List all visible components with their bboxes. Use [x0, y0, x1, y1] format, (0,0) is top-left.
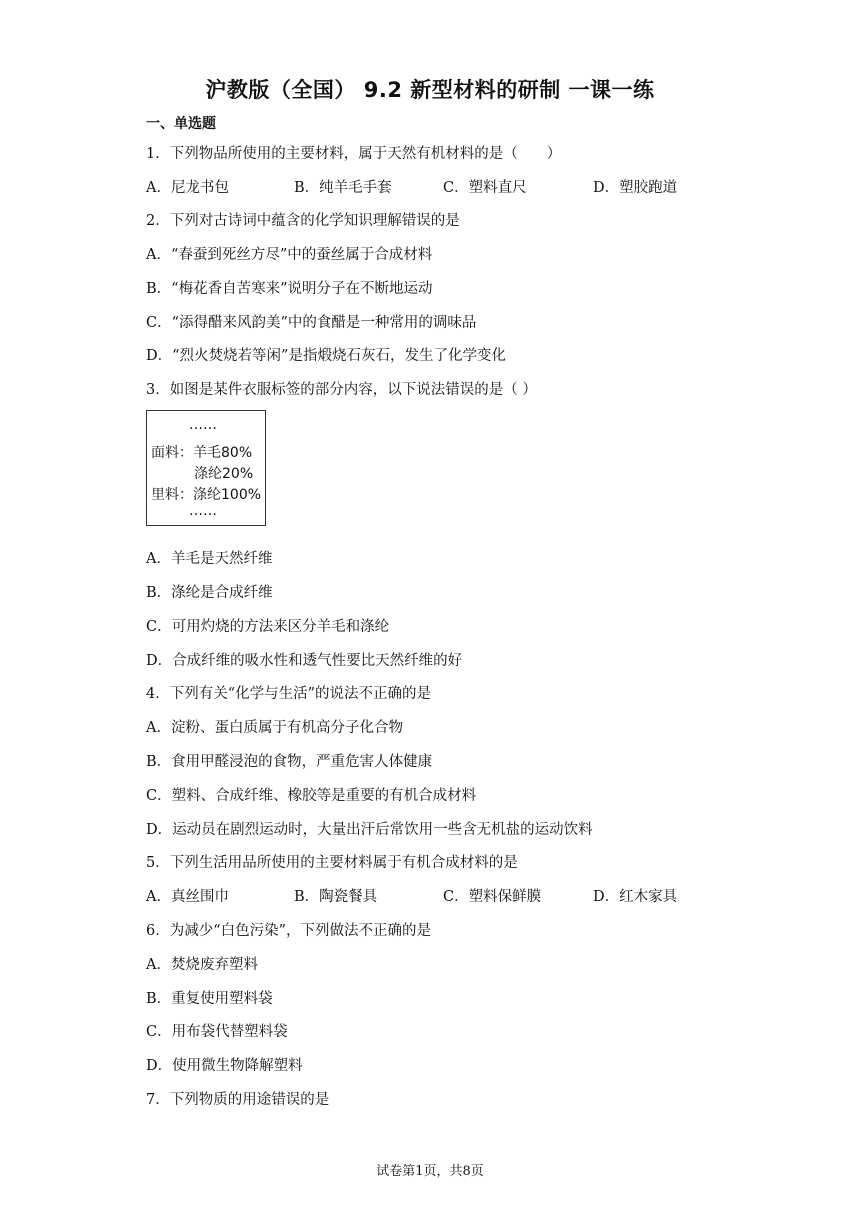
- question-6-stem: 6．为减少“白色污染”，下列做法不正确的是: [146, 923, 432, 939]
- label-dots-top: ……: [189, 417, 217, 433]
- label-fabric-line: 面料：羊毛80%: [151, 445, 253, 461]
- question-4-option-a: A．淀粉、蛋白质属于有机高分子化合物: [146, 720, 403, 736]
- page-title: 沪教版（全国） 9.2 新型材料的研制 一课一练: [205, 78, 655, 102]
- question-6-option-c: C．用布袋代替塑料袋: [146, 1024, 288, 1040]
- question-5-option-b: B．陶瓷餐具: [294, 889, 378, 905]
- question-7-stem: 7．下列物质的用途错误的是: [146, 1092, 330, 1108]
- question-5-stem: 5．下列生活用品所使用的主要材料属于有机合成材料的是: [146, 855, 518, 871]
- question-6-option-b: B．重复使用塑料袋: [146, 991, 273, 1007]
- clothing-label-figure: [146, 410, 266, 526]
- question-2-option-d: D．“烈火焚烧若等闲”是指煅烧石灰石，发生了化学变化: [146, 348, 506, 364]
- question-3-option-d: D．合成纤维的吸水性和透气性要比天然纤维的好: [146, 653, 463, 669]
- label-lining-line: 里料：涤纶100%: [151, 487, 262, 503]
- question-2-option-a: A．“春蚕到死丝方尽”中的蚕丝属于合成材料: [146, 247, 433, 263]
- question-3-option-a: A．羊毛是天然纤维: [146, 551, 273, 567]
- question-5-option-c: C．塑料保鲜膜: [443, 889, 542, 905]
- question-2-stem: 2．下列对古诗词中蕴含的化学知识理解错误的是: [146, 213, 460, 229]
- label-dots-bottom: ……: [189, 503, 217, 519]
- question-2-option-c: C．“添得醋来风韵美”中的食醋是一种常用的调味品: [146, 315, 477, 331]
- question-5-option-a: A．真丝围巾: [146, 889, 229, 905]
- question-3-option-b: B．涤纶是合成纤维: [146, 585, 273, 601]
- question-4-stem: 4．下列有关“化学与生活”的说法不正确的是: [146, 686, 432, 702]
- question-4-option-d: D．运动员在剧烈运动时，大量出汗后常饮用一些含无机盐的运动饮料: [146, 822, 593, 838]
- question-1-option-a: A．尼龙书包: [146, 180, 229, 196]
- question-3-option-c: C．可用灼烧的方法来区分羊毛和涤纶: [146, 619, 390, 635]
- section-heading: 一、单选题: [146, 116, 216, 132]
- question-6-option-a: A．焚烧废弃塑料: [146, 957, 258, 973]
- question-1-option-c: C．塑料直尺: [443, 180, 527, 196]
- question-5-option-d: D．红木家具: [593, 889, 678, 905]
- question-4-option-b: B．食用甲醛浸泡的食物，严重危害人体健康: [146, 754, 433, 770]
- question-1-option-b: B．纯羊毛手套: [294, 180, 392, 196]
- question-1-option-d: D．塑胶跑道: [593, 180, 678, 196]
- label-polyester-line: 涤纶20%: [194, 466, 254, 482]
- question-6-option-d: D．使用微生物降解塑料: [146, 1058, 303, 1074]
- question-2-option-b: B．“梅花香自苦寒来”说明分子在不断地运动: [146, 281, 433, 297]
- page-footer: 试卷第1页，共8页: [376, 1164, 484, 1179]
- question-4-option-c: C．塑料、合成纤维、橡胶等是重要的有机合成材料: [146, 788, 477, 804]
- question-3-stem: 3．如图是某件衣服标签的部分内容，以下说法错误的是（ ）: [146, 382, 537, 398]
- question-1-stem: 1．下列物品所使用的主要材料，属于天然有机材料的是（ ）: [146, 146, 562, 162]
